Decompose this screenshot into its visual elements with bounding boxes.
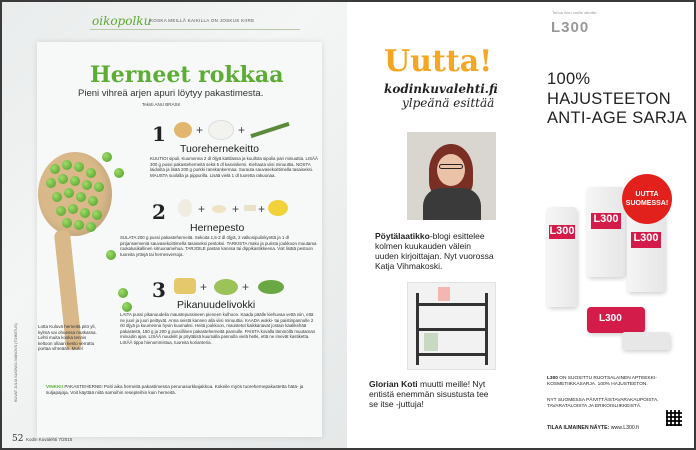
ad-text-2: NYT SUOMESSA PÄIVITTÄISTAVARAKAUPOISTA, TAVARATALOISTA JA ERIKOISLIIKKEISTÄ. (547, 398, 659, 410)
pea (106, 250, 116, 260)
page-info: Kodin Kuvalehti 7/2015 (26, 437, 73, 442)
recipe-text: KUUTIOI sipuli. Kuumenna 2 dl öljyä kattilassa ja kuullota sipulia pari minuuttia. LISÄÄ 300 g pussi pakasteherneitä sekä 5 dl kasvisliemi. Kiehauta viisi minuuttia. NOSTA laidoilta ja lisää 200 g purkki ranskankermaa. Surauta sauvasekoittimella tasaiseksi. MAUSTA suolalla ja pippurilla. Lisää vielä 1 dl tuoretta rakuunaa. (150, 156, 318, 178)
noodles-icon (174, 278, 196, 294)
recipe-title: Hernepesto (190, 222, 245, 234)
ad-footer-label: TILAA ILMAINEN NÄYTE: (547, 425, 610, 431)
pea (118, 288, 128, 298)
pea (122, 302, 132, 312)
recipe-title: Tuorehernekeitto (180, 143, 259, 155)
kicker-divider (90, 29, 300, 30)
news-item-1 (375, 231, 495, 271)
ad-tagline: Tehoa ihon omille aikoille (552, 10, 597, 15)
pea (82, 180, 92, 190)
qr-code-icon[interactable] (666, 410, 682, 426)
cheese-icon (244, 205, 256, 211)
section-kicker-subtitle: KOSKA MEILLÄ KAIKILLA ON JOSKUS KIIRE (150, 18, 255, 23)
shelf-board (416, 328, 488, 331)
spoon-caption: Lotta Kuluvä herneitä pitö yli, kylmä vai ohuessa mutkassa. Lehti muita koska tennis keltoon ollaan kesto verrattu portaa vihreään. Mutel (38, 324, 97, 351)
ad-url[interactable]: www.L300.fi (610, 425, 639, 431)
pea (58, 174, 68, 184)
product-label: L300 (631, 232, 661, 248)
new-badge: UUTTA SUOMESSA! (622, 174, 672, 224)
shelf-board (416, 353, 488, 356)
news-item-2-bold: Glorian Koti (369, 379, 418, 389)
pea (92, 210, 102, 220)
pine-nuts-icon (212, 205, 226, 213)
vegetables-icon (214, 279, 238, 295)
portrait-body (423, 188, 481, 220)
brand-logo: L300 (551, 19, 590, 36)
product-label: L300 (591, 213, 621, 229)
pea (86, 222, 96, 232)
pea (62, 218, 72, 228)
tip-text: PAKASTEHERNE! Poiti aika herneitä pakastimessa perunasurkkajakkoa. Kokeile myös tuorehernepakastetta hätä- ja suljapajoja. Voit käyttää niitä samoihin resepteihin kuin herneitä. (46, 384, 304, 395)
product-bottle (547, 207, 577, 307)
pea (56, 206, 66, 216)
recipe-title: Pikanuudelivokki (177, 299, 256, 311)
ad-headline: 100% HAJUSTEETON ANTI-AGE SARJA (547, 70, 687, 127)
news-item-1-bold: Pöytälaatikko (375, 231, 430, 241)
pea (74, 220, 84, 230)
coriander-icon (258, 280, 284, 294)
product-label: L300 (549, 225, 575, 237)
garlic-icon (178, 199, 192, 217)
pea (80, 208, 90, 218)
recipe-text: SULATA 200 g pussi pakasteherneitä. Sekoita 1,5-2 dl öljyä, 2 valkosipulinkynttä ja 1 dl pinjansiemeniä sauvasekoittimella tasaiseksi pestoksi. TARKISTA maku ja purista joukkoon muutama ruokalusikallinen sitruunamehua. TARJOILE pastan kanssa tai dippikastikkeena. Voit lisätä pestoon tuoreita yrttejä tai hernesversoja. (120, 235, 317, 257)
pea (46, 178, 56, 188)
pea (76, 192, 86, 202)
ad-text-1 (547, 376, 682, 388)
pea (74, 162, 84, 172)
plus-symbol: + (200, 280, 208, 294)
plant-pot (424, 333, 438, 351)
pea (114, 168, 124, 178)
news-item-2 (369, 379, 495, 409)
tip-label: VINKKI! (46, 384, 64, 389)
news-item-2-text: muutti meille! Nyt entistä enemmän sisustusta tee se itse -juttuja! (369, 379, 489, 409)
pea (64, 188, 74, 198)
pea (52, 192, 62, 202)
plus-symbol: + (196, 123, 204, 137)
pea (50, 164, 60, 174)
photo-credit: KUVAT JULIA SUONIO-IVANOVS (TOIMITUS) (14, 323, 18, 402)
plus-symbol: + (198, 202, 206, 216)
news-subheadline: kodinkuvalehti.fi (384, 82, 498, 96)
pea (68, 204, 78, 214)
pea (86, 168, 96, 178)
recipe-number: 2 (152, 200, 166, 224)
pea (70, 176, 80, 186)
pea (88, 196, 98, 206)
lemon-icon (268, 200, 288, 216)
pea (62, 160, 72, 170)
portrait-face (437, 154, 465, 186)
section-kicker: oikopolku (92, 14, 152, 28)
article-subtitle: Pieni vihreä arjen apuri löytyy pakastimesta. (78, 88, 264, 99)
ad-text-1-rest: ON SUOSITTU RUOTSALAINEN APTEEKKI-KOSMETIIKKASARJA. 100% HAJUSTEETON. (547, 376, 657, 388)
product-bottle (627, 212, 665, 292)
news-subheadline-2: ylpeänä esittää (402, 96, 495, 110)
article-title: Herneet rokkaa (90, 62, 284, 88)
plus-symbol: + (242, 280, 250, 294)
plus-symbol: + (258, 202, 266, 216)
recipe-number: 1 (152, 122, 166, 146)
product-label: L300 (599, 313, 622, 324)
ad-footer (547, 425, 639, 431)
pea (94, 182, 104, 192)
pea (102, 152, 112, 162)
recipe-number: 3 (152, 278, 166, 302)
product-jar-lid (622, 332, 670, 350)
ad-text-1-bold: L300 (547, 376, 558, 381)
product-bottle (587, 187, 625, 277)
news-item-1-text: -blogi esittelee kolmen kuukauden välein uuden kirjoittajan. Nyt vuorossa Katja Vihmakoski. (375, 231, 494, 271)
pea-tip (46, 384, 316, 396)
page-number: 52 (12, 434, 24, 444)
news-headline: Uutta! (384, 44, 493, 79)
recipe-text: LAITA pussi pikanuudelia maustepussineen pieneen kulhoon. Kaada päälle kiehuvaa vettä niin, että ne juuri ja juuri peittyvät. Anna seistä kannen alla viisi minuuttia. KAADA wokki- tai paistinpannulle 2 rkl öljyä ja kuumenna hyvin kuumaksi. Heitä joukkoon, maustetut kaikkanavat jostain kaalikehää pakasteitä, 180 g ja 200 g pussillinen pakasteherneitä pannulle. PAISTA kovalla lämmöllä muutaman minuutin ajan. LISÄÄ nuudelit ja pöytätisä kuumalla pannulla vielä hetki, että ne imevät kastiketta. LISÄÄ tippa hienommistua, tuoreita korianteria. (120, 312, 316, 345)
article-byline: Teksti ANU BRASK (142, 102, 181, 107)
onion-icon (174, 122, 192, 138)
shelf-board (416, 303, 488, 306)
cream-bowl-icon (208, 120, 234, 140)
blogger-portrait (407, 132, 496, 220)
shelf-photo (407, 282, 496, 370)
glasses-icon (439, 164, 463, 169)
plus-symbol: + (232, 202, 240, 216)
product-jar (587, 307, 645, 333)
magazine-spread (2, 2, 694, 448)
plus-symbol: + (238, 123, 246, 137)
pink-poster (438, 287, 450, 301)
